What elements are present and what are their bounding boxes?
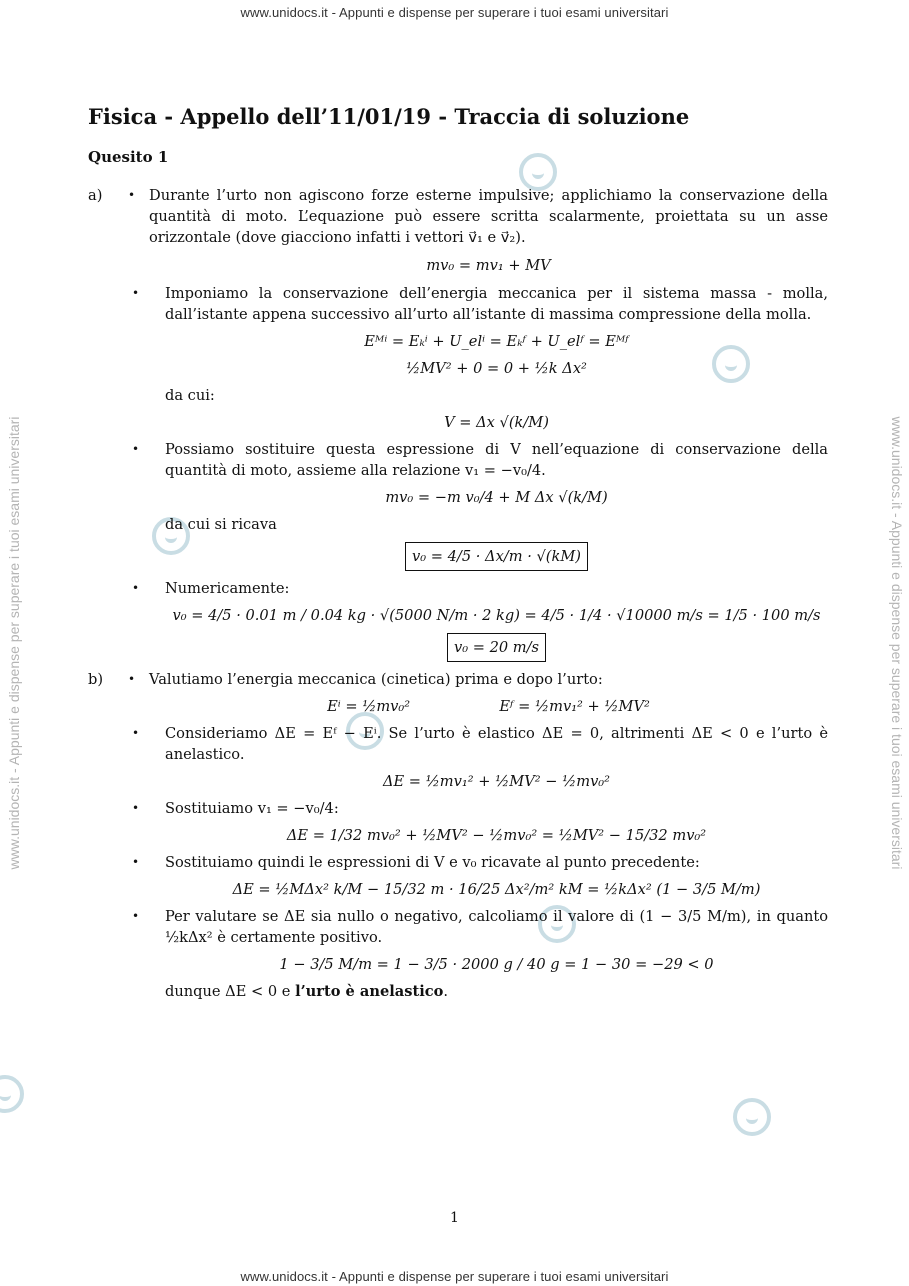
part-a (88, 185, 828, 662)
bullet-icon: • (132, 909, 140, 923)
watermark-side-right: www.unidocs.it - Appunti e dispense per superare i tuoi esami universitari (889, 416, 905, 870)
list-item (132, 578, 828, 662)
paragraph: Valutiamo l’energia meccanica (cinetica) prima e dopo l’urto: (149, 671, 603, 688)
list-item (132, 283, 828, 433)
equation-row (149, 696, 828, 717)
unidocs-logo-icon (733, 1098, 771, 1136)
watermark-banner-top: www.unidocs.it - Appunti e dispense per superare i tuoi esami universitari (240, 5, 669, 20)
watermark-banner-bottom: www.unidocs.it - Appunti e dispense per superare i tuoi esami universitari (240, 1269, 669, 1284)
equation: ½MV² + 0 = 0 + ½k Δx² (406, 360, 587, 377)
equation: Eᴹⁱ = Eₖⁱ + U_elⁱ = Eₖᶠ + U_elᶠ = Eᴹᶠ (364, 333, 629, 350)
bullet-icon: • (132, 581, 140, 595)
part-b (88, 669, 828, 1002)
bullet-icon: • (128, 188, 136, 202)
boxed-equation: v₀ = 20 m/s (447, 633, 546, 662)
conclusion-text: dunque ΔE < 0 e (165, 983, 296, 1000)
equation: V = Δx √(k/M) (444, 414, 549, 431)
list-item (132, 798, 828, 846)
watermark-side-left: www.unidocs.it - Appunti e dispense per superare i tuoi esami universitari (6, 416, 22, 870)
document-title: Fisica - Appello dell’11/01/19 - Traccia di soluzione (88, 104, 690, 129)
paragraph: Possiamo sostituire questa espressione di V nell’equazione di conservazione della quantità di moto, assieme alla relazione v₁ = −v₀/4. (165, 441, 828, 479)
paragraph: Sostituiamo v₁ = −v₀/4: (165, 800, 339, 817)
document-page (88, 104, 828, 1002)
bullet-icon: • (132, 726, 140, 740)
list-item (132, 439, 828, 571)
page-number: 1 (450, 1210, 459, 1226)
paragraph: Per valutare se ΔE sia nullo o negativo, calcoliamo il valore di (1 − 3/5 M/m), in quanto ½kΔx² è certamente positivo. (165, 908, 828, 946)
list-item (132, 723, 828, 792)
equation: mv₀ = −m v₀/4 + M Δx √(k/M) (385, 489, 608, 506)
equation: ΔE = 1/32 mv₀² + ½MV² − ½mv₀² = ½MV² − 15/32 mv₀² (286, 827, 707, 844)
paragraph: da cui: (165, 387, 215, 404)
section-heading: Quesito 1 (88, 148, 169, 166)
bullet-icon: • (132, 286, 140, 300)
list-item (132, 852, 828, 900)
boxed-equation: v₀ = 4/5 · Δx/m · √(kM) (405, 542, 588, 571)
paragraph: Durante l’urto non agiscono forze esterne impulsive; applichiamo la conservazione della quantità di moto. L’equazione può essere scritta scalarmente, proiettata su un asse orizzontale (dove giacciono infatti i vettori v⃗₁ e v⃗₂). (149, 187, 828, 246)
equation: ΔE = ½mv₁² + ½MV² − ½mv₀² (382, 773, 611, 790)
equation: Eᶠ = ½mv₁² + ½MV² (499, 698, 650, 715)
conclusion (165, 981, 828, 1002)
paragraph: Imponiamo la conservazione dell’energia meccanica per il sistema massa - molla, dall’istante appena successivo all’urto all’istante di massima compressione della molla. (165, 285, 828, 323)
equation: ΔE = ½MΔx² k/M − 15/32 m · 16/25 Δx²/m² kM = ½kΔx² (1 − 3/5 M/m) (232, 881, 761, 898)
list-item (128, 669, 828, 717)
bullet-icon: • (132, 855, 140, 869)
conclusion-end: . (443, 983, 449, 1000)
list-item (132, 906, 828, 1002)
part-a-label: a) (88, 187, 103, 204)
paragraph: Numericamente: (165, 580, 290, 597)
paragraph: Consideriamo ΔE = Eᶠ − Eⁱ. Se l’urto è elastico ΔE = 0, altrimenti ΔE < 0 e l’urto è anelastico. (165, 725, 828, 763)
paragraph: Sostituiamo quindi le espressioni di V e v₀ ricavate al punto precedente: (165, 854, 700, 871)
bullet-icon: • (132, 801, 140, 815)
paragraph: da cui si ricava (165, 516, 277, 533)
part-b-label: b) (88, 671, 104, 688)
bullet-icon: • (128, 672, 136, 686)
conclusion-bold: l’urto è anelastico (295, 983, 444, 1000)
unidocs-logo-icon (0, 1075, 24, 1113)
equation: v₀ = 4/5 · 0.01 m / 0.04 kg · √(5000 N/m · 2 kg) = 4/5 · 1/4 · √10000 m/s = 1/5 · 100 m/s (172, 607, 821, 624)
bullet-icon: • (132, 442, 140, 456)
list-item (128, 185, 828, 276)
equation: mv₀ = mv₁ + MV (426, 257, 551, 274)
equation: Eⁱ = ½mv₀² (327, 698, 411, 715)
equation: 1 − 3/5 M/m = 1 − 3/5 · 2000 g / 40 g = 1 − 30 = −29 < 0 (279, 956, 714, 973)
